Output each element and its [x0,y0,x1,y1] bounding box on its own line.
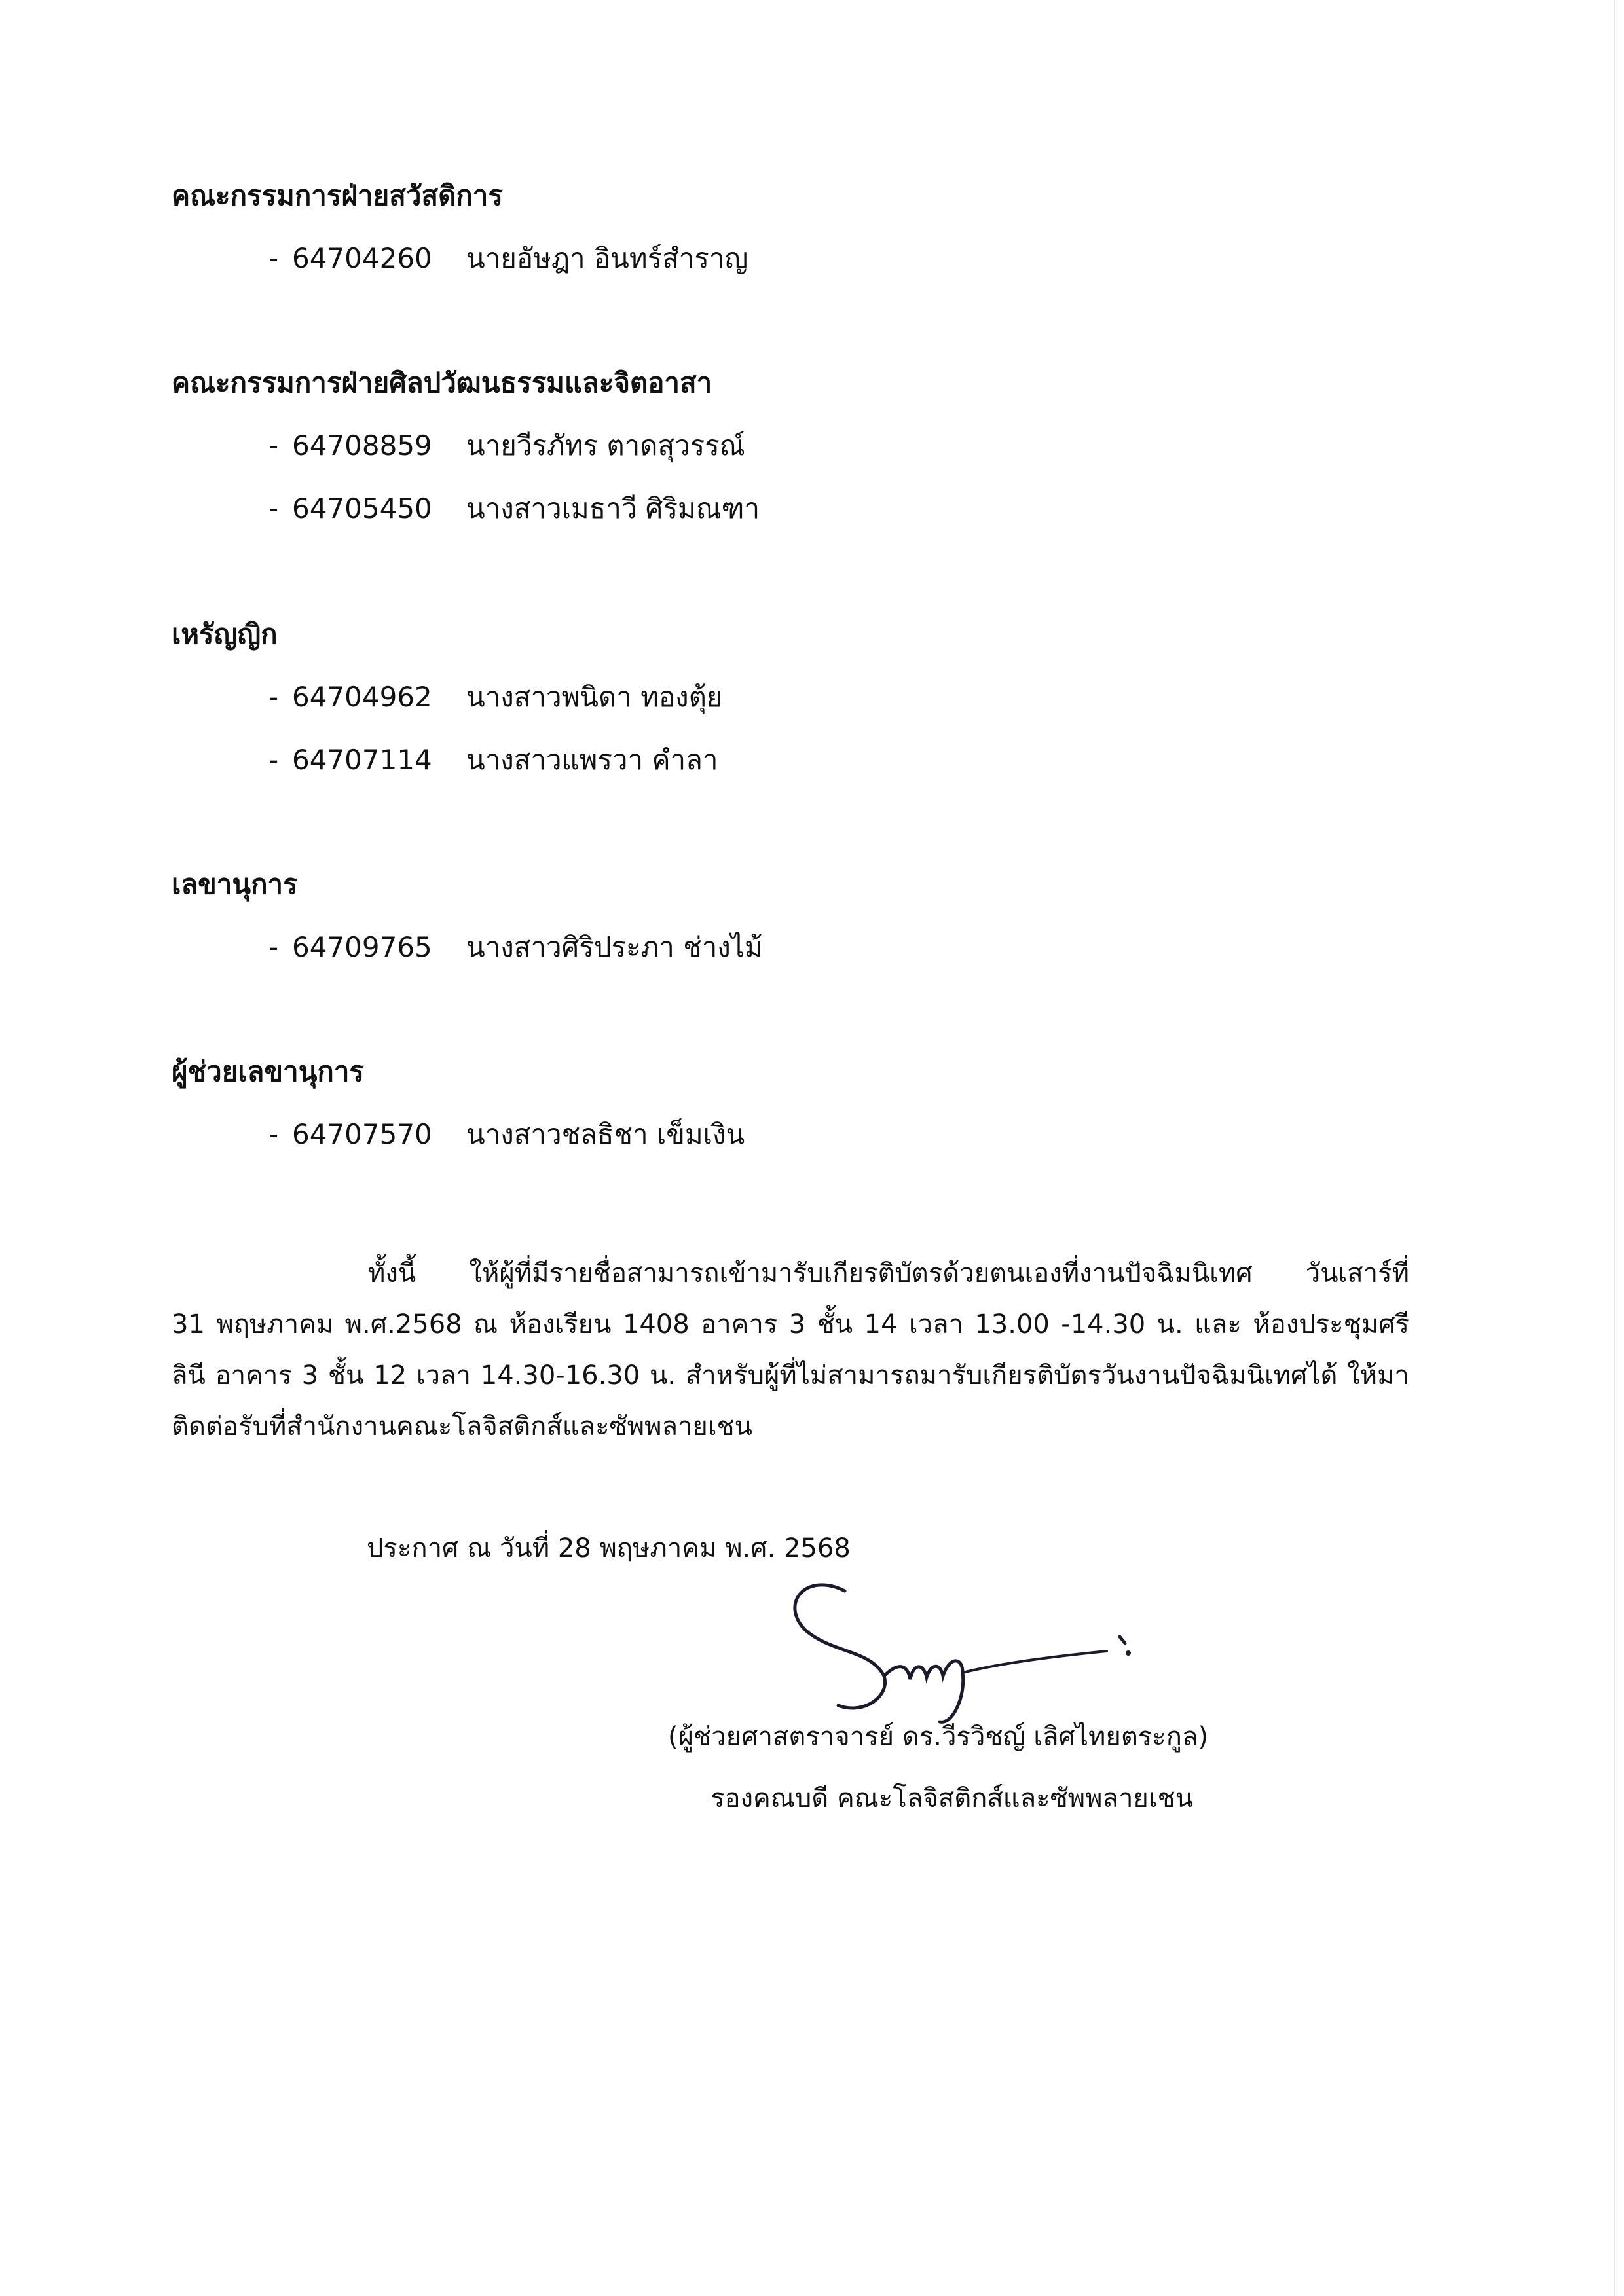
announcement-date: ประกาศ ณ วันที่ 28 พฤษภาคม พ.ศ. 2568 [367,1533,851,1563]
section-title-secretary: เลขานุการ [172,868,298,900]
student-id: 64709765 [292,931,432,963]
member-name: นายวีรภัทร ตาดสุวรรณ์ [466,429,745,462]
paragraph-line: ติดต่อรับที่สำนักงานคณะโลจิสติกส์และซัพพลายเชน [172,1412,753,1442]
body-paragraph [172,1248,1409,1452]
member-row [268,926,763,969]
member-row [268,738,718,782]
member-row [268,487,760,530]
member-name: นางสาวศิริประภา ช่างไม้ [466,931,763,963]
student-id: 64707114 [292,744,432,776]
list-dash: - [268,242,279,274]
member-row [268,676,723,719]
student-id: 64708859 [292,429,432,462]
member-name: นางสาวชลธิชา เข็มเงิน [466,1118,745,1150]
section-title-assistant-secretary: ผู้ช่วยเลขานุการ [172,1055,364,1087]
list-dash: - [268,931,279,963]
list-dash: - [268,429,279,462]
section-title-welfare: คณะกรรมการฝ่ายสวัสดิการ [172,179,503,211]
list-dash: - [268,492,279,524]
member-name: นางสาวแพรวา คำลา [466,744,718,776]
member-name: นายอัษฎา อินทร์สำราญ [466,242,748,274]
section-title-treasurer: เหรัญญิก [172,618,278,650]
paragraph-line: ลินี อาคาร 3 ชั้น 12 เวลา 14.30-16.30 น. สำหรับผู้ที่ไม่สามารถมารับเกียรติบัตรวันงานปัจฉิมนิเทศได้ ให้มา [172,1360,1409,1391]
paragraph-line: 31 พฤษภาคม พ.ศ.2568 ณ ห้องเรียน 1408 อาคาร 3 ชั้น 14 เวลา 13.00 -14.30 น. และ ห้องประชุมศรี [172,1309,1409,1339]
member-name: นางสาวเมธาวี ศิริมณฑา [466,492,760,524]
section-title-culture: คณะกรรมการฝ่ายศิลปวัฒนธรรมและจิตอาสา [172,367,712,399]
student-id: 64707570 [292,1118,432,1150]
student-id: 64705450 [292,492,432,524]
list-dash: - [268,744,279,776]
list-dash: - [268,681,279,713]
student-id: 64704260 [292,242,432,274]
paragraph-line: ทั้งนี้ ให้ผู้ที่มีรายชื่อสามารถเข้ามารับเกียรติบัตรด้วยตนเองที่งานปัจฉิมนิเทศ วันเสาร์ที่ [368,1258,1409,1288]
signer-title: รองคณบดี คณะโลจิสติกส์และซัพพลายเชน [710,1783,1194,1813]
member-row [268,237,748,280]
page-edge [1614,0,1615,2296]
signer-name: (ผู้ช่วยศาสตราจารย์ ดร.วีรวิชญ์ เลิศไทยตระกูล) [668,1722,1209,1752]
student-id: 64704962 [292,681,432,713]
member-name: นางสาวพนิดา ทองตุ้ย [466,681,723,713]
member-row [268,1113,745,1156]
list-dash: - [268,1118,279,1150]
handwritten-signature [766,1565,1211,1735]
member-row [268,424,745,467]
